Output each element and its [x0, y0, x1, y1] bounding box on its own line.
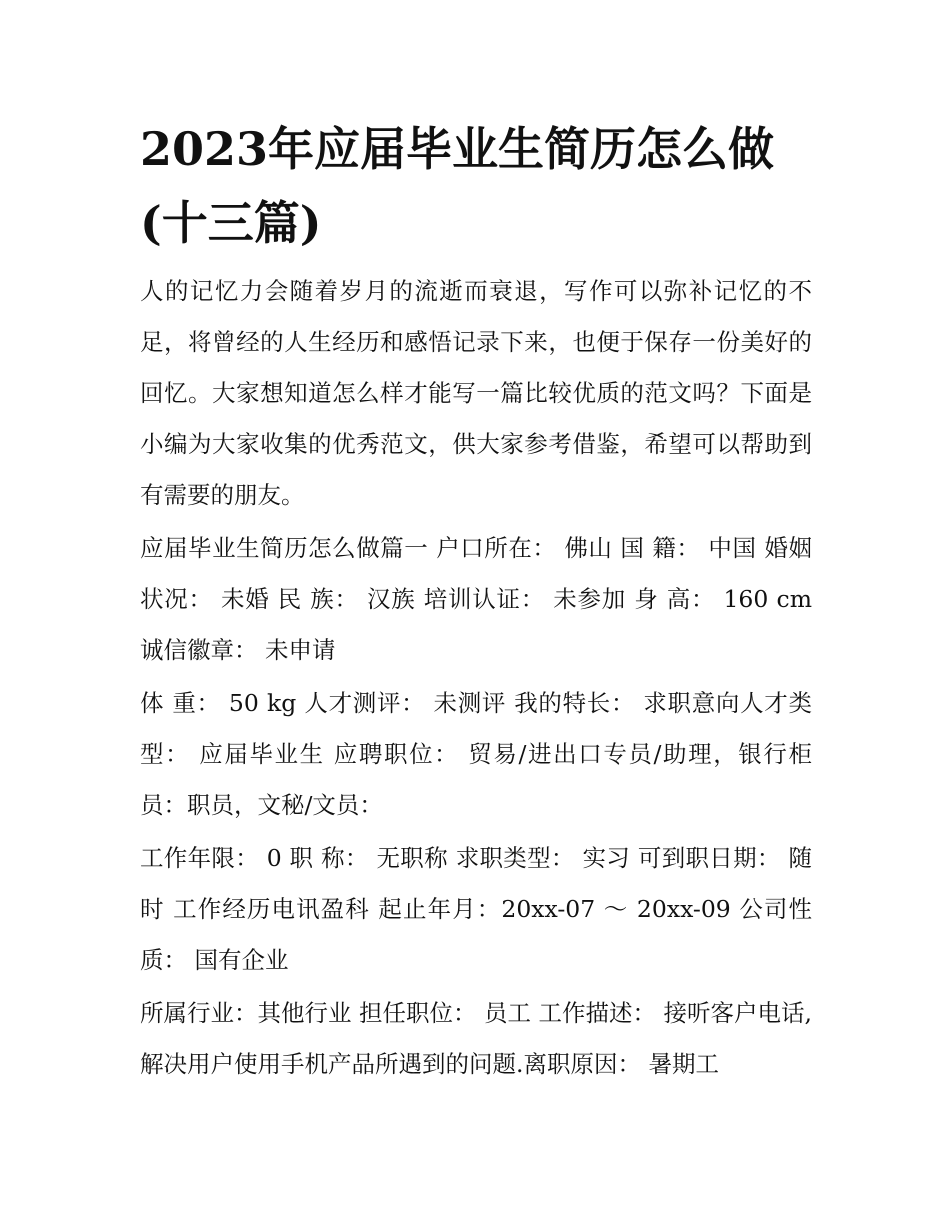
resume-job-intent-paragraph: 体 重： 50 kg 人才测评： 未测评 我的特长： 求职意向人才类型： 应届毕业生 应聘职位： 贸易/进出口专员/助理，银行柜员：职员，文秘/文员： [140, 689, 812, 819]
resume-personal-info-paragraph: 应届毕业生简历怎么做篇一 户口所在： 佛山 国 籍： 中国 婚姻状况： 未婚 民 族： 汉族 培训认证： 未参加 身 高： 160 cm 诚信徽章： 未申请 [140, 534, 812, 664]
document-page [140, 112, 812, 1092]
document-title: 2023年应届毕业生简历怎么做(十三篇) [140, 122, 775, 250]
intro-paragraph: 人的记忆力会随着岁月的流逝而衰退，写作可以弥补记忆的不足，将曾经的人生经历和感悟记录下来，也便于保存一份美好的回忆。大家想知道怎么样才能写一篇比较优质的范文吗？下面是小编为大家收集的优秀范文，供大家参考借鉴，希望可以帮助到有需要的朋友。 [140, 277, 812, 509]
resume-work-years-paragraph: 工作年限： 0 职 称： 无职称 求职类型： 实习 可到职日期： 随时 工作经历电讯盈科 起止年月：20xx-07 ～ 20xx-09 公司性质： 国有企业 [140, 844, 812, 974]
resume-work-description-paragraph: 所属行业：其他行业 担任职位： 员工 工作描述： 接听客户电话,解决用户使用手机产品所遇到的问题.离职原因： 暑期工 [140, 999, 812, 1078]
